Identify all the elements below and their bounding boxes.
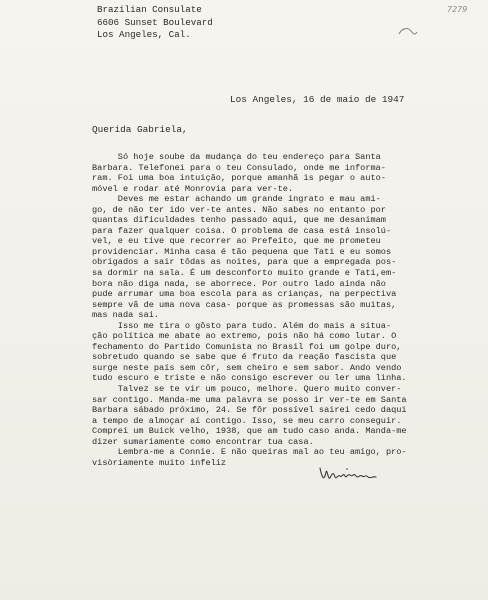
body-line: sa dormir na sala. É um desconforto muito grande e Tati,em- (92, 268, 397, 279)
body-line: sobretudo quando se sabe que é fruto da reação fascista que (92, 352, 397, 363)
body-line: quantas dificuldades tenho passado aqui, que me desanimam (92, 215, 386, 226)
letter-body (92, 152, 452, 468)
body-line: sempre vã de uma nova casa- porque as promessas são muitas, (92, 299, 397, 310)
body-line: Só hoje soube da mudança do teu endereço para Santa (92, 152, 381, 162)
body-line: surge neste país sem côr, sem cheiro e sem sabor. Ando vendo (92, 362, 402, 373)
body-line: para fazer qualquer coisa. O problema de casa está insolú- (92, 225, 392, 236)
body-line: Comprei um Buick velho, 1938, que am tudo caso anda. Manda-me (92, 426, 407, 437)
body-line: visòriamente muito infeliz (92, 457, 227, 468)
salutation: Querida Gabriela, (92, 124, 188, 135)
body-line: tudo escuro e triste e não consigo escrever ou ler uma linha. (92, 373, 407, 384)
body-line: ram. Foi uma boa intuição, porque amanhã is pegar o auto- (92, 173, 386, 184)
body-line: sar contigo. Manda-me uma palavra se posso ir ver-te em Santa (92, 394, 407, 405)
body-line: vel, e eu tive que recorrer ao Prefeito, que me prometeu (92, 236, 381, 247)
letterhead-line: Los Angeles, Cal. (97, 29, 191, 40)
body-line: fechamento do Partido Comunista no Brasil foi um golpe duro, (92, 341, 402, 352)
body-line: Lembra-me a Connie. E não queiras mal ao teu amigo, pro- (92, 447, 407, 458)
date-line: Los Angeles, 16 de maio de 1947 (230, 94, 405, 105)
body-line: mas nada sai. (92, 310, 160, 321)
letterhead-line: Brazilian Consulate (97, 4, 202, 15)
archive-reference: 7279 (447, 5, 468, 14)
body-line: Barbara. Telefonei para o teu Consulado, onde me informa- (92, 162, 386, 173)
body-line: providenciar. Minha casa é tão pequena que Tati e eu somos (92, 246, 392, 257)
body-line: pude arrumar uma boa escola para as crianças, na perpectiva (92, 289, 397, 300)
body-line: Deves me estar achando um grande ingrato e mau ami- (92, 194, 381, 205)
body-line: bora não diga nada, se aborrece. Por outro lado ainda não (92, 278, 386, 289)
body-line: obrigados a sair tôdas as noites, para que a empregada pos- (92, 257, 397, 268)
body-line: Barbara sábado próximo, 24. Se fôr possível sairei cedo daqui (92, 405, 407, 416)
body-line: go, de não ter ido ver-te antes. Não sabes no entanto por (92, 204, 386, 215)
body-line: a tempo de almoçar aí contigo. Isso, se meu carro conseguir. (92, 415, 402, 426)
signature (318, 462, 380, 486)
letterhead-line: 6606 Sunset Boulevard (97, 16, 213, 28)
body-line: Talvez se te vir um pouco, melhore. Quero muito conver- (92, 384, 402, 395)
letterhead (97, 4, 213, 42)
body-line: ção política me abate ao extremo, pois não há como lutar. O (92, 331, 397, 342)
body-line: Isso me tira o gôsto para tudo. Além do mais a situa- (92, 320, 392, 331)
body-line: móvel e rodar até Monrovia para ver-te. (92, 183, 294, 194)
pencil-mark (398, 26, 418, 38)
body-line: dizer sumariamente como encontrar tua casa. (92, 436, 314, 447)
